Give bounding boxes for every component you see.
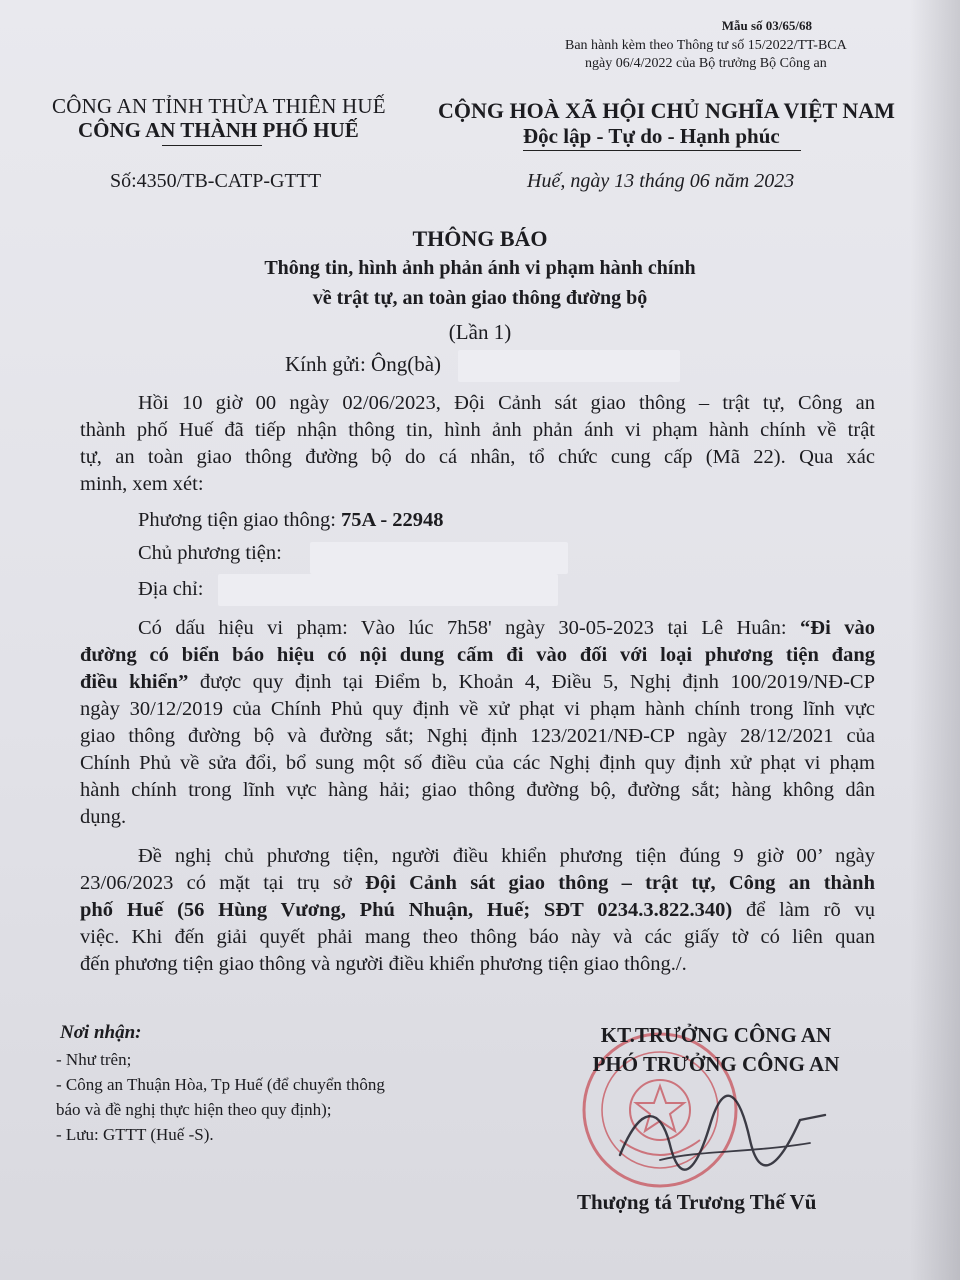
attempt-number: (Lần 1) bbox=[448, 320, 512, 344]
signer-name: Thượng tá Trương Thế Vũ bbox=[577, 1190, 817, 1214]
vehicle-plate: 75A - 22948 bbox=[341, 509, 444, 531]
request-line-5: đến phương tiện giao thông và người điều khiển phương tiện giao thông./. bbox=[80, 953, 687, 975]
violation-line: giao thông đường bộ và đường sắt; Nghị định 123/2021/NĐ-CP ngày 28/12/2021 của bbox=[80, 725, 875, 747]
document-number: Số:4350/TB-CATP-GTTT bbox=[110, 170, 322, 192]
form-number: Mẫu số 03/65/68 bbox=[721, 18, 812, 33]
violation-line-2: đường có biển báo hiệu có nội dung cấm đi vào đối với loại phương tiện đang bbox=[80, 644, 875, 666]
recipient-item: - Lưu: GTTT (Huế -S). bbox=[56, 1125, 214, 1144]
document-subtitle-2: về trật tự, an toàn giao thông đường bộ bbox=[312, 287, 648, 309]
para1-line: tự, an toàn giao thông đường bộ do cá nhân, tổ chức cung cấp (Mã 22). Qua xác bbox=[80, 446, 875, 468]
request-line-3: phố Huế (56 Hùng Vương, Phú Nhuận, Huế; SĐT 0234.3.822.340) để làm rõ vụ bbox=[80, 899, 875, 921]
issued-note-line2: ngày 06/4/2022 của Bộ trưởng Bộ Công an bbox=[585, 56, 827, 71]
national-motto: Độc lập - Tự do - Hạnh phúc bbox=[523, 124, 780, 148]
agency-name: CÔNG AN THÀNH PHỐ HUẾ bbox=[78, 118, 359, 142]
redacted-recipient-name bbox=[458, 350, 680, 382]
recipient-label: Kính gửi: Ông(bà) bbox=[285, 352, 442, 376]
issued-note-line1: Ban hành kèm theo Thông tư số 15/2022/TT-BCA bbox=[565, 38, 847, 53]
recipient-item: báo và đề nghị thực hiện theo quy định); bbox=[56, 1100, 332, 1119]
violation-line: dụng. bbox=[80, 806, 127, 828]
vehicle-row bbox=[138, 509, 444, 532]
motto-underline bbox=[523, 150, 801, 151]
violation-line: Chính Phủ về sửa đổi, bổ sung một số điều của các Nghị định quy định xử phạt vi phạm bbox=[80, 752, 875, 774]
national-title: CỘNG HOÀ XÃ HỘI CHỦ NGHĨA VIỆT NAM bbox=[438, 98, 895, 123]
violation-line: ngày 30/12/2019 của Chính Phủ quy định về xử phạt vi phạm hành chính trong lĩnh vực bbox=[80, 698, 875, 720]
recipient-item: - Công an Thuận Hòa, Tp Huế (để chuyển thông bbox=[56, 1075, 385, 1094]
document-title: THÔNG BÁO bbox=[412, 226, 548, 251]
redacted-owner-name bbox=[310, 542, 568, 574]
para1-line: minh, xem xét: bbox=[80, 473, 204, 495]
violation-line: hành chính trong lĩnh vực hàng hải; giao thông đường bộ, đường sắt; hàng không dân bbox=[80, 779, 875, 801]
vehicle-label: Phương tiện giao thông: bbox=[138, 509, 336, 531]
signature-title-2: PHÓ TRƯỞNG CÔNG AN bbox=[592, 1052, 840, 1076]
redacted-address bbox=[218, 574, 558, 606]
request-line-4: việc. Khi đến giải quyết phải mang theo thông báo này và các giấy tờ có liên quan bbox=[80, 926, 875, 948]
para1-line: Hồi 10 giờ 00 ngày 02/06/2023, Đội Cảnh sát giao thông – trật tự, Công an bbox=[138, 392, 875, 414]
recipients-title: Nơi nhận: bbox=[60, 1022, 142, 1043]
recipient-item: - Như trên; bbox=[56, 1050, 132, 1069]
agency-parent: CÔNG AN TỈNH THỪA THIÊN HUẾ bbox=[52, 94, 386, 118]
agency-underline bbox=[162, 145, 262, 146]
request-line-2: 23/06/2023 có mặt tại trụ sở Đội Cảnh sát giao thông – trật tự, Công an thành bbox=[80, 872, 875, 894]
document-subtitle-1: Thông tin, hình ảnh phản ánh vi phạm hành chính bbox=[264, 257, 696, 279]
violation-line-1: Có dấu hiệu vi phạm: Vào lúc 7h58' ngày 30-05-2023 tại Lê Huân: “Đi vào bbox=[138, 617, 875, 639]
request-line-1: Đề nghị chủ phương tiện, người điều khiển phương tiện đúng 9 giờ 00’ ngày bbox=[138, 845, 875, 867]
handwritten-signature bbox=[600, 1085, 840, 1185]
issue-date: Huế, ngày 13 tháng 06 năm 2023 bbox=[527, 170, 795, 192]
owner-label: Chủ phương tiện: bbox=[138, 542, 282, 564]
address-label: Địa chỉ: bbox=[138, 578, 204, 600]
para1-line: thành phố Huế đã tiếp nhận thông tin, hình ảnh phản ánh vi phạm hành chính về trật bbox=[80, 419, 875, 441]
violation-line-3: điều khiển” được quy định tại Điểm b, Khoản 4, Điều 5, Nghị định 100/2019/NĐ-CP bbox=[80, 671, 875, 693]
signature-title-1: KT.TRƯỞNG CÔNG AN bbox=[600, 1023, 832, 1047]
